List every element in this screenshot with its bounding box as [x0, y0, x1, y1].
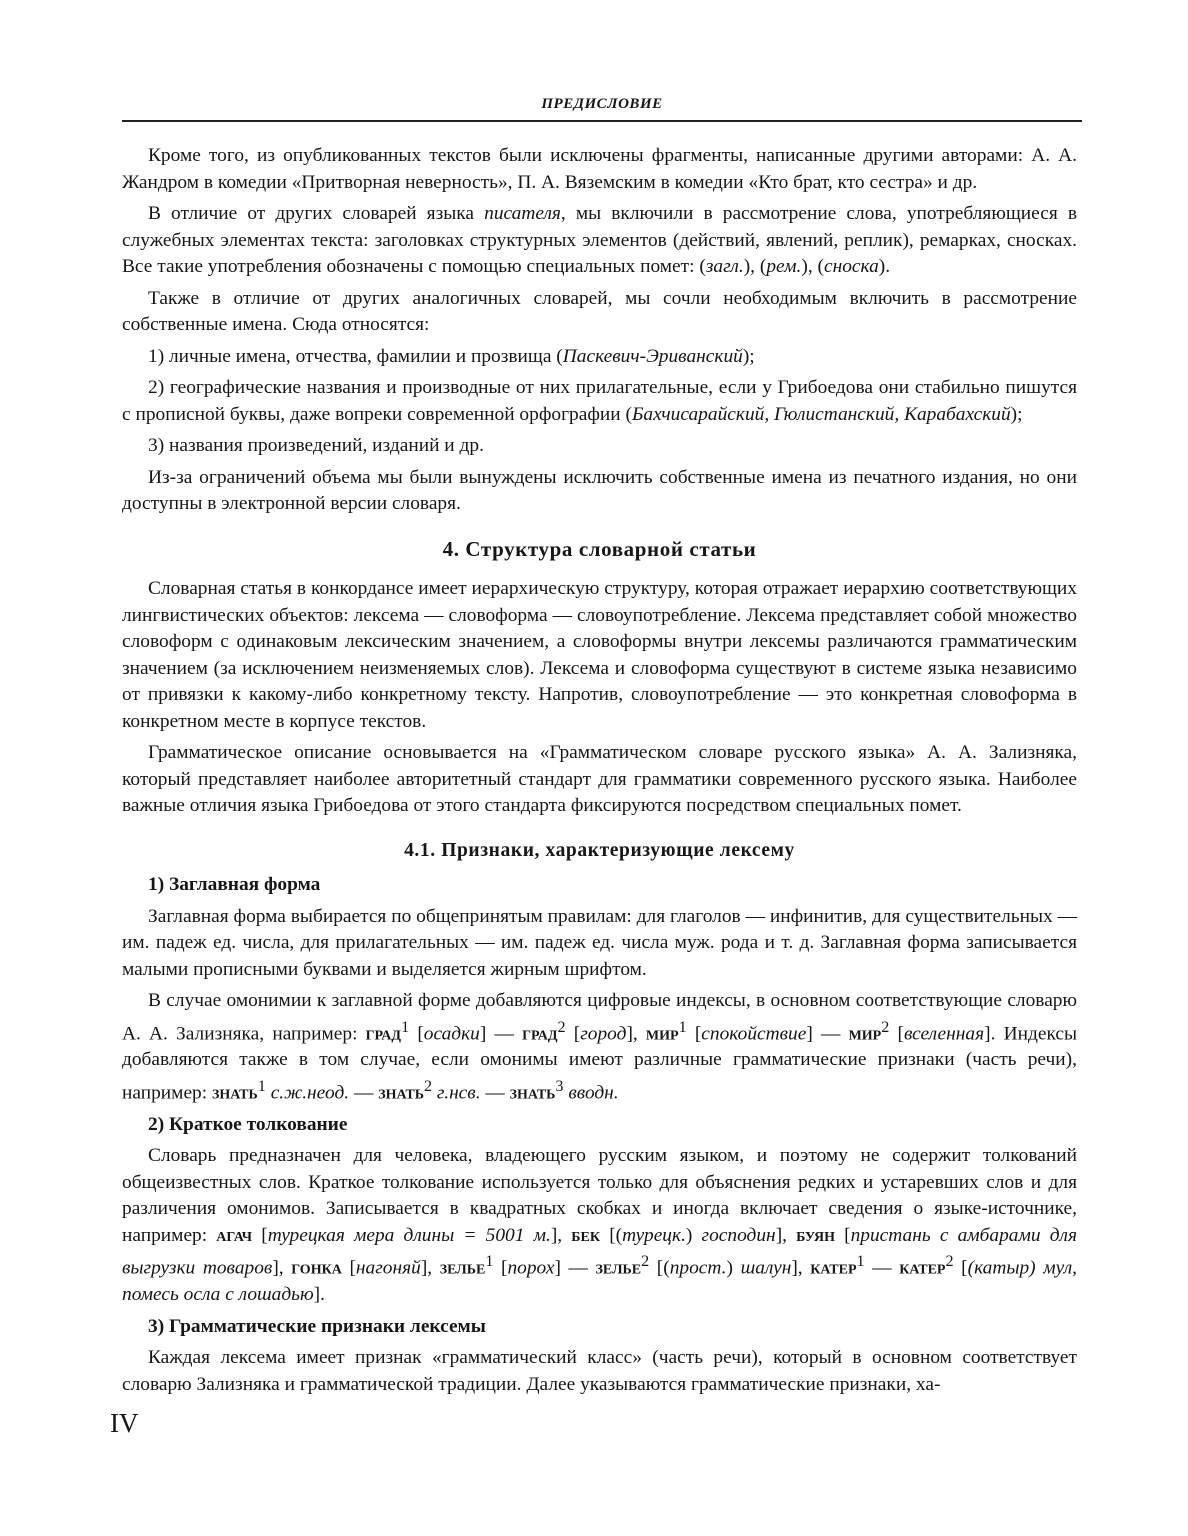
page-body	[122, 143, 1077, 1398]
subheading-short-definition: 2) Краткое толкование	[148, 1113, 348, 1135]
list-item-titles: 3) названия произведений, изданий и др.	[148, 435, 484, 456]
section-4-title: 4. Структура словарной статьи	[442, 536, 757, 561]
intro-paragraph-3: Также в отличие от других аналогичных словарей, мы сочли необходимым включить в рассмотрение собственные имена. Сюда относятся:	[122, 287, 1077, 335]
running-header: ПРЕДИСЛОВИЕ	[541, 96, 663, 112]
subheading-grammar-features: 3) Грамматические признаки лексемы	[148, 1315, 486, 1337]
list-item-personal-names: 1) личные имена, отчества, фамилии и прозвища (Паскевич-Эриванский);	[148, 345, 755, 367]
intro-paragraph-2: В отличие от других словарей языка писателя, мы включили в рассмотрение слова, употребляющиеся в служебных элементах текста: заголовках структурных элементов (действий, явлений, реплик), ремарках, сносках. Все такие употребления обозначены с помощью специальных помет: (загл.), (рем.), (сноска).	[122, 203, 1078, 277]
section-4-paragraph-2: Грамматическое описание основывается на «Грамматическом словаре русского языка» А. А. Зализняка, который представляет наиболее авторитетный стандарт для грамматики современного русского языка. Наиболее важные отличия языка Грибоедова от этого стандарта фиксируются посредством специальных помет.	[122, 742, 1077, 816]
grammar-paragraph: Каждая лексема имеет признак «грамматический класс» (часть речи), который в основном соответствует словарю Зализняка и грамматической традиции. Далее указываются грамматические признаки, ха-	[122, 1347, 1077, 1395]
section-4-paragraph-1: Словарная статья в конкордансе имеет иерархическую структуру, которая отражает иерархию соответствующих лингвистических объектов: лексема — словоформа — словоупотребление. Лексема представляет собой множество словоформ с одинаковым лексическим значением, а словоформы внутри лексемы различаются грамматическим значением (за исключением неизменяемых слов). Лексема и словоформа существуют в системе языка независимо от привязки к какому-либо конкретному тексту. Напротив, словоупотребление — это конкретная словоформа в конкретном месте в корпусе текстов.	[122, 578, 1077, 732]
intro-paragraph-1: Кроме того, из опубликованных текстов были исключены фрагменты, написанные другими авторами: А. А. Жандром в комедии «Притворная неверность», П. А. Вяземским в комедии «Кто брат, кто сестра» и др.	[122, 145, 1077, 193]
headword-paragraph-1: Заглавная форма выбирается по общепринятым правилам: для глаголов — инфинитив, для существительных — им. падеж ед. числа, для прилагательных — им. падеж ед. числа муж. рода и т. д. Заглавная форма записывается малыми прописными буквами и выделяется жирным шрифтом.	[122, 905, 1077, 980]
intro-paragraph-4: Из-за ограничений объема мы были вынуждены исключить собственные имена из печатного издания, но они доступны в электронной версии словаря.	[122, 466, 1077, 514]
section-4-1-title: 4.1. Признаки, характеризующие лексему	[404, 839, 795, 861]
page-number: IV	[110, 1408, 139, 1438]
subheading-headword: 1) Заглавная форма	[148, 874, 321, 895]
list-item-geographic-names: 2) географические названия и производные от них прилагательные, если у Грибоедова они стабильно пишутся с прописной буквы, даже вопреки современной орфографии (Бахчисарайский, Гюлистанский, Карабахский);	[122, 377, 1077, 425]
definition-paragraph: Словарь предназначен для человека, владеющего русским языком, и поэтому не содержит толкований общеизвестных слов. Краткое толкование используется только для объяснения редких и устаревших слов и для различения омонимов. Записывается в квадратных скобках и иногда включает сведения о языке-источнике, например: агач [турецкая мера длины = 5001 м.], бек [(турецк.) господин], буян [пристань с амбарами для выгрузки товаров], гонка [нагоняй], зелье$^1$ [порох] — зелье$^2$ [(прост.) шалун], катер$^1$ — катер$^2$ [(катыр) мул, помесь осла с лошадью].	[122, 1145, 1078, 1306]
header-rule	[122, 120, 1082, 122]
headword-paragraph-2: В случае омонимии к заглавной форме добавляются цифровые индексы, в основном соответствующие словарю А. А. Зализняка, например: град$^1$ [осадки] — град$^2$ [город], мир$^1$ [спокойствие] — мир$^2$ [вселенная]. Индексы добавляются также в том случае, если омонимы имеют различные грамматические признаки (часть речи), например: знать$^1$ с.ж.неод. — знать$^2$ г.нсв. — знать$^3$ вводн.	[122, 990, 1078, 1104]
